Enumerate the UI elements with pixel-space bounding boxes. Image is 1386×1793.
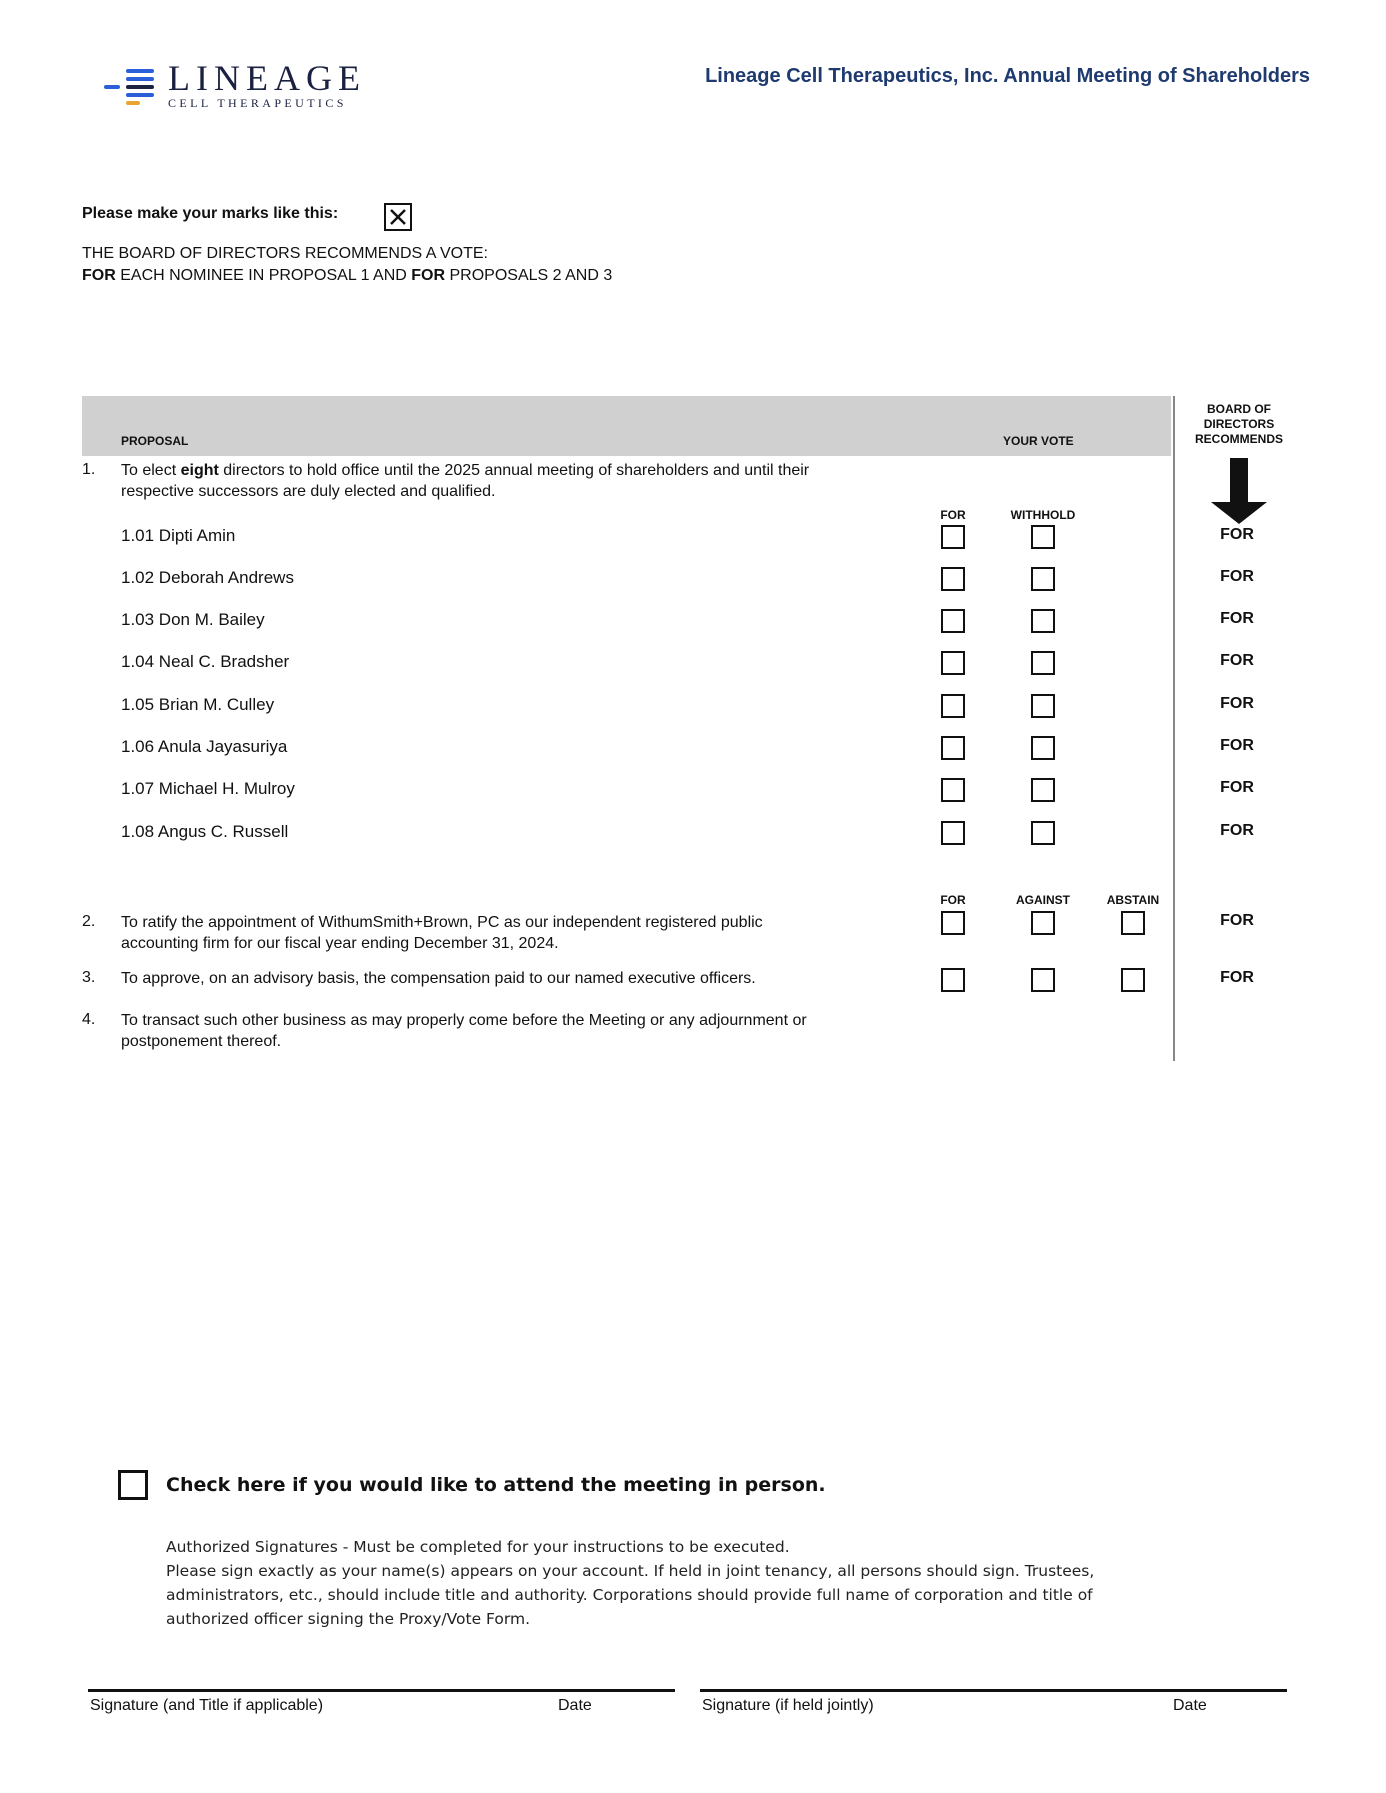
nominee-name: 1.01 Dipti Amin <box>121 526 236 545</box>
text-bold: eight <box>180 462 219 479</box>
nominee-name: 1.05 Brian M. Culley <box>121 695 275 714</box>
proposal-4-number: 4. <box>82 1011 96 1028</box>
for-emphasis: FOR <box>411 267 446 284</box>
for-checkbox[interactable] <box>941 821 965 845</box>
board-header-line: DIRECTORS <box>1203 417 1275 431</box>
nominee-name: 1.02 Deborah Andrews <box>121 568 294 587</box>
authorization-text: Please sign exactly as your name(s) appears on your account. If held in joint tenancy, all persons should sign. Trustees, <box>166 1562 1095 1580</box>
for-checkbox[interactable] <box>941 651 965 675</box>
proposal-column-header: PROPOSAL <box>121 434 189 448</box>
signature-label: Signature (and Title if applicable) <box>90 1697 324 1714</box>
for-checkbox[interactable] <box>941 736 965 760</box>
proposal-2-number: 2. <box>82 913 96 930</box>
proposal-4-line1: To transact such other business as may properly come before the Meeting or any adjournment or <box>121 1012 807 1029</box>
authorization-heading: Authorized Signatures - Must be completed for your instructions to be executed. <box>166 1538 790 1556</box>
withhold-checkbox[interactable] <box>1031 609 1055 633</box>
nominee-name: 1.08 Angus C. Russell <box>121 822 289 841</box>
date-label: Date <box>1173 1697 1207 1714</box>
proposal-1-number: 1. <box>82 461 96 478</box>
against-checkbox[interactable] <box>1031 911 1055 935</box>
nominee-name: 1.04 Neal C. Bradsher <box>121 652 290 671</box>
logo-mark <box>104 69 154 111</box>
board-recommendation: FOR <box>1220 737 1254 754</box>
withhold-checkbox[interactable] <box>1031 525 1055 549</box>
withhold-option-header: WITHHOLD <box>1010 508 1076 522</box>
recommendation-text: EACH NOMINEE IN PROPOSAL 1 AND <box>115 267 412 284</box>
for-checkbox[interactable] <box>941 567 965 591</box>
abstain-option-header: ABSTAIN <box>1106 893 1160 907</box>
withhold-checkbox[interactable] <box>1031 821 1055 845</box>
proposal-1-line1 <box>121 460 921 481</box>
board-recommendation-line1: THE BOARD OF DIRECTORS RECOMMENDS A VOTE: <box>82 245 488 262</box>
proposal-3-number: 3. <box>82 969 96 986</box>
attend-in-person-checkbox[interactable] <box>118 1470 148 1500</box>
proposal-2-line1: To ratify the appointment of WithumSmith+Brown, PC as our independent registered public <box>121 914 763 931</box>
board-recommendation: FOR <box>1220 526 1254 543</box>
board-recommendation: FOR <box>1220 610 1254 627</box>
for-option-header: FOR <box>940 508 966 522</box>
authorization-text: administrators, etc., should include title and authority. Corporations should provide full name of corporation and title of <box>166 1586 1093 1604</box>
board-recommendation: FOR <box>1220 822 1254 839</box>
against-checkbox[interactable] <box>1031 968 1055 992</box>
withhold-checkbox[interactable] <box>1031 567 1055 591</box>
for-checkbox[interactable] <box>941 968 965 992</box>
for-checkbox[interactable] <box>941 778 965 802</box>
proposal-2-text <box>121 912 921 954</box>
logo-wordmark: LINEAGE <box>168 58 366 98</box>
recommendation-text: PROPOSALS 2 AND 3 <box>445 267 613 284</box>
abstain-checkbox[interactable] <box>1121 911 1145 935</box>
board-recommendation: FOR <box>1220 969 1254 986</box>
attend-in-person-label: Check here if you would like to attend the meeting in person. <box>166 1474 826 1496</box>
signature-line-2[interactable] <box>700 1689 1287 1692</box>
arrow-down-icon <box>1211 458 1267 529</box>
nominee-name: 1.03 Don M. Bailey <box>121 610 265 629</box>
text-span: To elect <box>121 462 181 479</box>
nominee-name: 1.07 Michael H. Mulroy <box>121 779 295 798</box>
page-title: Lineage Cell Therapeutics, Inc. Annual Meeting of Shareholders <box>705 65 1310 87</box>
against-option-header: AGAINST <box>1016 893 1070 907</box>
for-option-header: FOR <box>940 893 966 907</box>
board-header-line: RECOMMENDS <box>1194 432 1283 446</box>
your-vote-column-header: YOUR VOTE <box>1003 434 1074 448</box>
board-recommends-header <box>1178 402 1300 447</box>
nominee-name: 1.06 Anula Jayasuriya <box>121 737 288 756</box>
withhold-checkbox[interactable] <box>1031 778 1055 802</box>
for-emphasis: FOR <box>82 267 116 284</box>
withhold-checkbox[interactable] <box>1031 651 1055 675</box>
board-recommendation: FOR <box>1220 568 1254 585</box>
text-span: directors to hold office until the 2025 annual meeting of shareholders and until their <box>218 462 810 479</box>
date-label: Date <box>558 1697 592 1714</box>
for-checkbox[interactable] <box>941 694 965 718</box>
marks-instruction: Please make your marks like this: <box>82 205 339 222</box>
board-recommendation-line2 <box>82 266 612 286</box>
example-mark-box <box>384 203 412 231</box>
proposal-3-text: To approve, on an advisory basis, the compensation paid to our named executive officers. <box>121 970 756 987</box>
withhold-checkbox[interactable] <box>1031 694 1055 718</box>
for-checkbox[interactable] <box>941 609 965 633</box>
for-checkbox[interactable] <box>941 525 965 549</box>
proposal-1-line2: respective successors are duly elected and qualified. <box>121 483 496 500</box>
for-checkbox[interactable] <box>941 911 965 935</box>
column-divider <box>1173 396 1175 1061</box>
proposal-2-line2: accounting firm for our fiscal year ending December 31, 2024. <box>121 935 559 952</box>
abstain-checkbox[interactable] <box>1121 968 1145 992</box>
signature-line-1[interactable] <box>88 1689 675 1692</box>
logo-subtitle: CELL THERAPEUTICS <box>168 96 347 110</box>
proposal-1-text <box>121 460 921 502</box>
authorization-text: authorized officer signing the Proxy/Vote Form. <box>166 1610 531 1628</box>
proposal-4-line2: postponement thereof. <box>121 1033 282 1050</box>
board-recommendation: FOR <box>1220 912 1254 929</box>
withhold-checkbox[interactable] <box>1031 736 1055 760</box>
joint-signature-label: Signature (if held jointly) <box>702 1697 874 1714</box>
board-recommendation: FOR <box>1220 779 1254 796</box>
board-header-line: BOARD OF <box>1207 402 1271 416</box>
x-mark-icon <box>389 208 407 226</box>
board-recommendation: FOR <box>1220 695 1254 712</box>
board-recommendation: FOR <box>1220 652 1254 669</box>
proposal-4-text <box>121 1010 941 1052</box>
